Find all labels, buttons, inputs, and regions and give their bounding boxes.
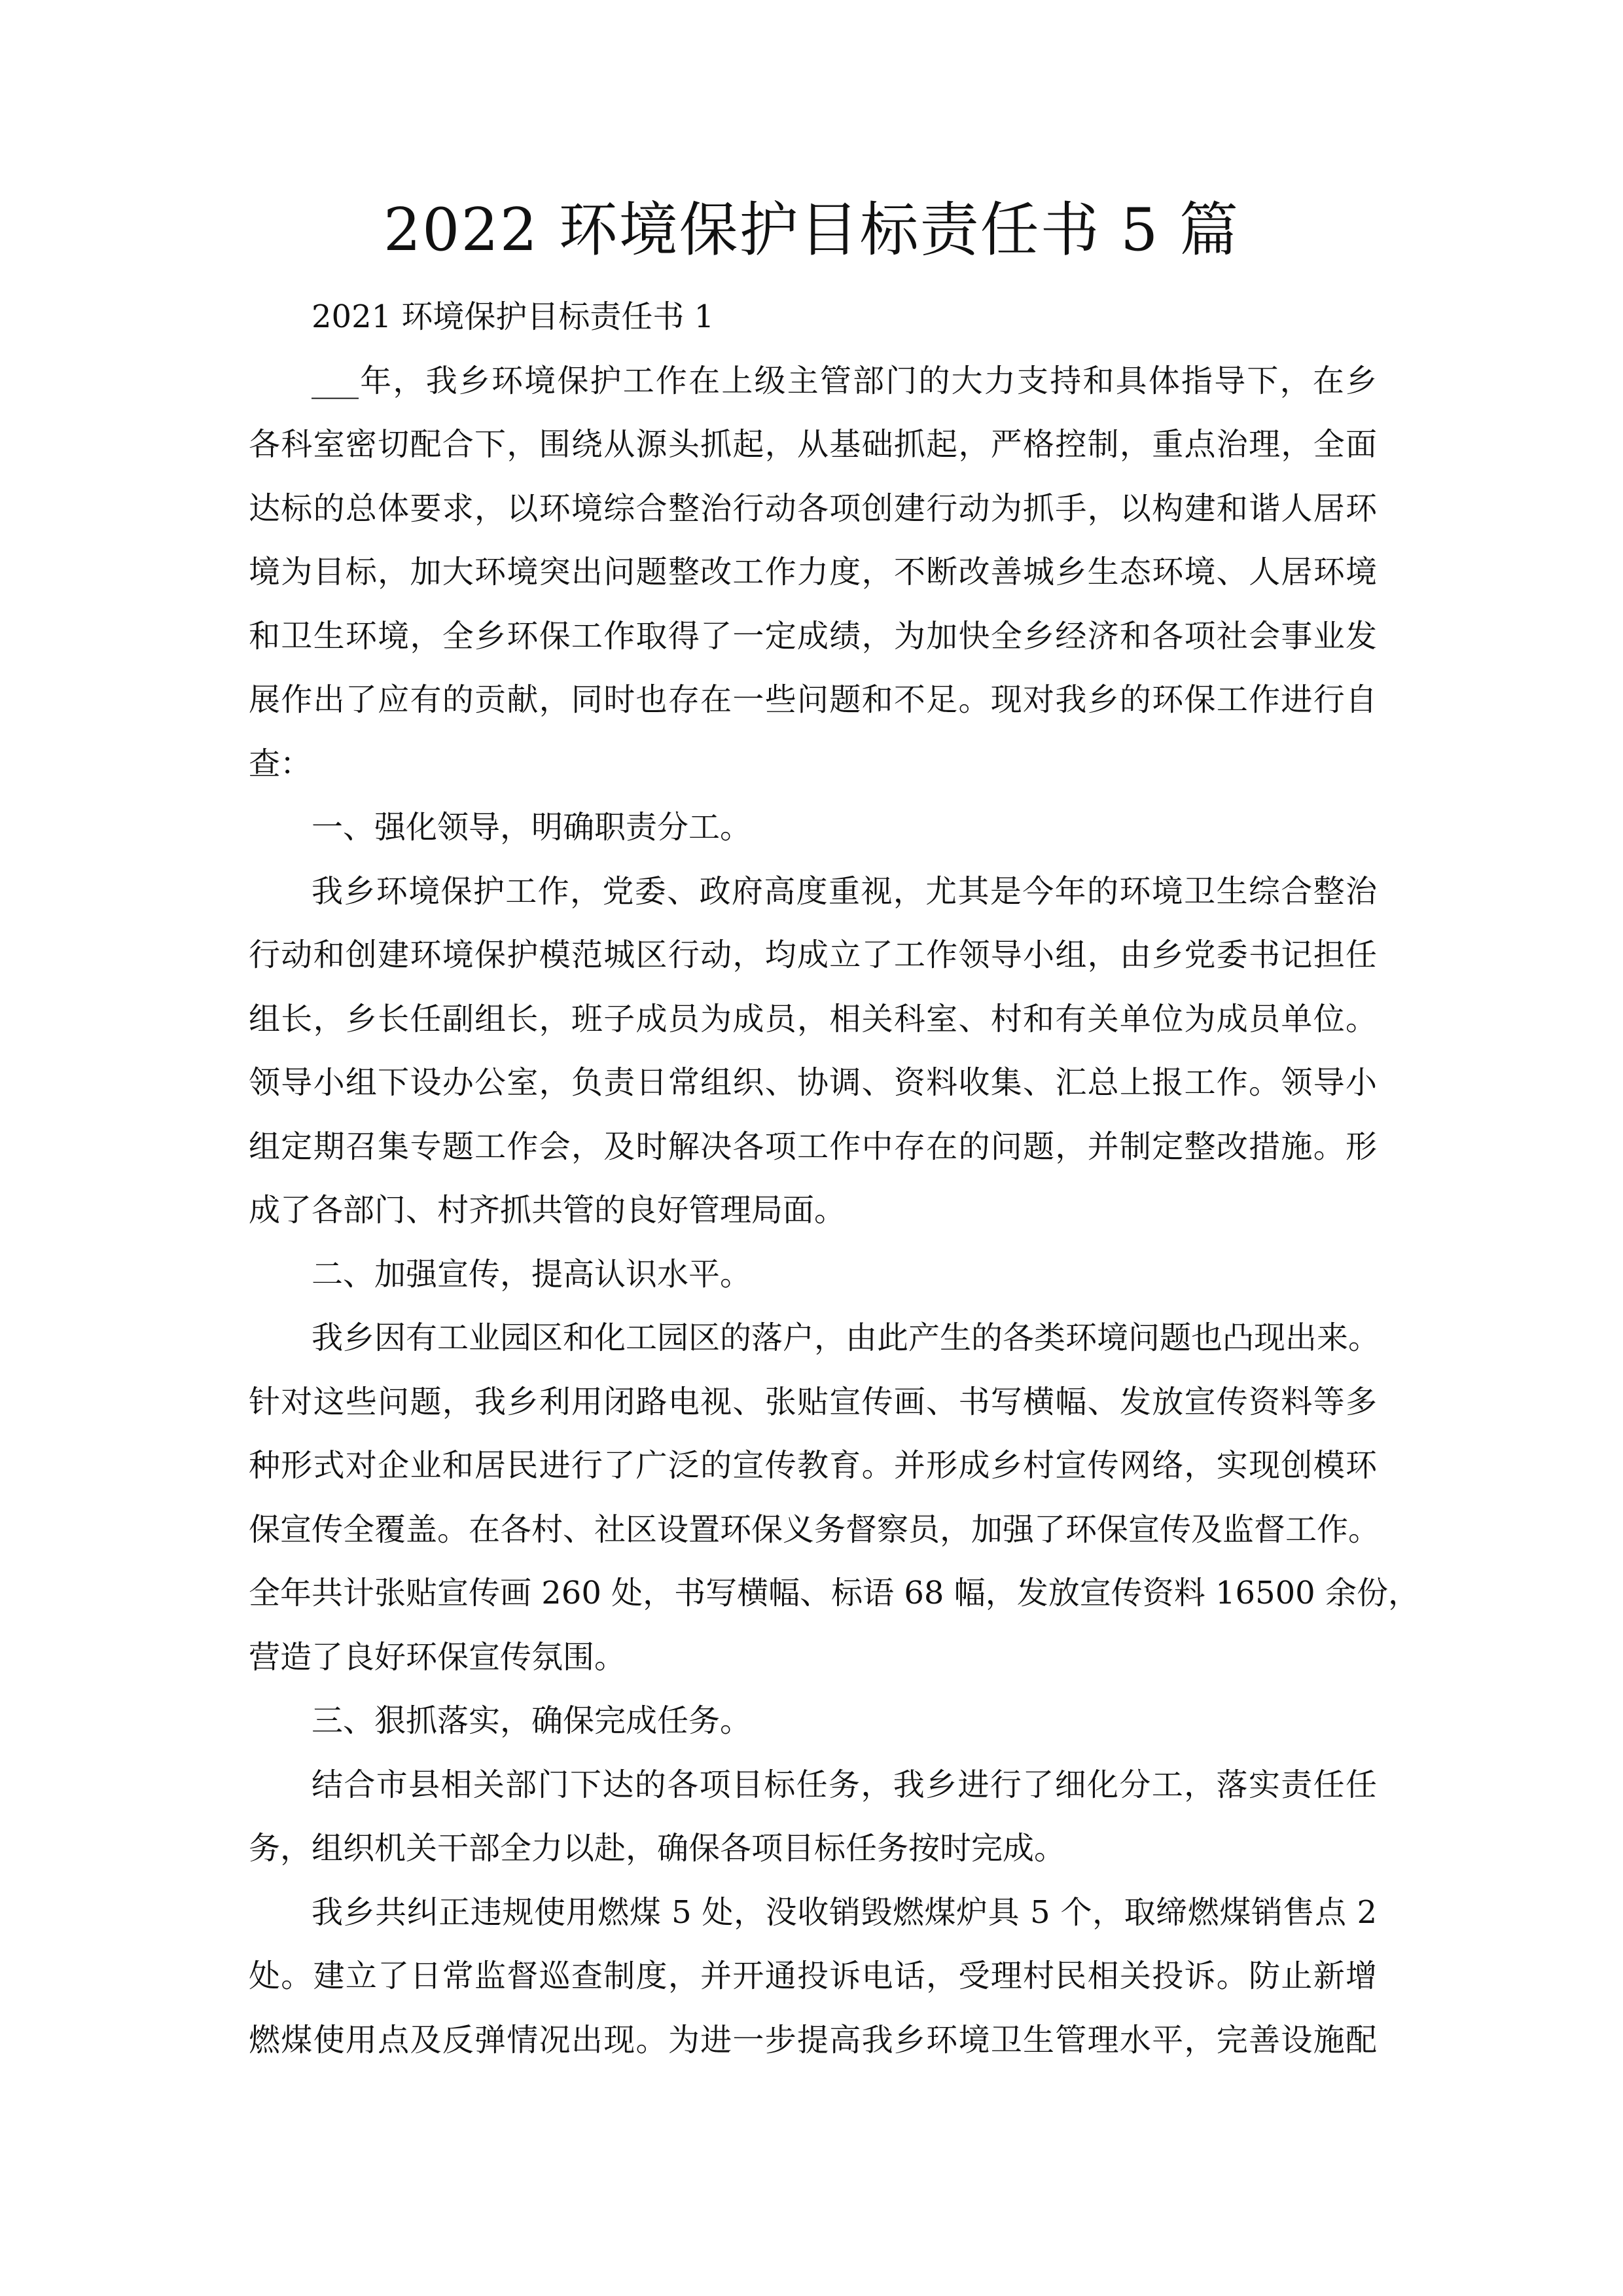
text-line: 展作出了应有的贡献，同时也存在一些问题和不足。现对我乡的环保工作进行自 <box>249 681 1377 718</box>
text-line: 领导小组下设办公室，负责日常组织、协调、资料收集、汇总上报工作。领导小 <box>249 1064 1377 1101</box>
text-line: 我乡共纠正违规使用燃煤 5 处，没收销毁燃煤炉具 5 个，取缔燃煤销售点 2 <box>312 1893 1377 1931</box>
text-line: 二、加强宣传，提高认识水平。 <box>312 1255 752 1293</box>
text-line: 保宣传全覆盖。在各村、社区设置环保义务督察员，加强了环保宣传及监督工作。 <box>249 1511 1380 1548</box>
text-line: 全年共计张贴宣传画 260 处，书写横幅、标语 68 幅，发放宣传资料 16500 余份， <box>249 1575 1419 1611</box>
text-line: 一、强化领导，明确职责分工。 <box>312 809 752 846</box>
text-line: 查： <box>249 745 312 782</box>
text-line: 我乡环境保护工作，党委、政府高度重视，尤其是今年的环境卫生综合整治 <box>312 872 1377 910</box>
text-line: 境为目标，加大环境突出问题整改工作力度，不断改善城乡生态环境、人居环境 <box>249 554 1377 590</box>
text-line: 行动和创建环境保护模范城区行动，均成立了工作领导小组，由乡党委书记担任 <box>249 937 1377 973</box>
text-line: 组定期召集专题工作会，及时解决各项工作中存在的问题，并制定整改措施。形 <box>249 1128 1377 1165</box>
text-line: 针对这些问题，我乡利用闭路电视、张贴宣传画、书写横幅、发放宣传资料等多 <box>249 1383 1377 1420</box>
text-line: ___年，我乡环境保护工作在上级主管部门的大力支持和具体指导下，在乡 <box>312 362 1377 399</box>
text-line: 成了各部门、村齐抓共管的良好管理局面。 <box>249 1192 846 1229</box>
text-line: 和卫生环境，全乡环保工作取得了一定成绩，为加快全乡经济和各项社会事业发 <box>249 617 1377 655</box>
text-line: 2021 环境保护目标责任书 1 <box>312 298 715 335</box>
text-line: 种形式对企业和居民进行了广泛的宣传教育。并形成乡村宣传网络，实现创模环 <box>249 1447 1377 1484</box>
text-line: 营造了良好环保宣传氛围。 <box>249 1638 626 1676</box>
text-line: 结合市县相关部门下达的各项目标任务，我乡进行了细化分工，落实责任任 <box>312 1766 1377 1803</box>
document-title: 2022 环境保护目标责任书 5 篇 <box>383 196 1240 264</box>
text-line: 各科室密切配合下，围绕从源头抓起，从基础抓起，严格控制，重点治理，全面 <box>249 426 1377 463</box>
text-line: 三、狠抓落实，确保完成任务。 <box>312 1702 752 1739</box>
text-line: 我乡因有工业园区和化工园区的落户，由此产生的各类环境问题也凸现出来。 <box>312 1319 1380 1356</box>
text-line: 组长，乡长任副组长，班子成员为成员，相关科室、村和有关单位为成员单位。 <box>249 1000 1377 1037</box>
text-line: 燃煤使用点及反弹情况出现。为进一步提高我乡环境卫生管理水平，完善设施配 <box>249 2021 1377 2058</box>
text-line: 务，组织机关干部全力以赴，确保各项目标任务按时完成。 <box>249 1830 1066 1867</box>
document-body <box>249 285 1419 2072</box>
text-line: 达标的总体要求，以环境综合整治行动各项创建行动为抓手，以构建和谐人居环 <box>249 490 1377 527</box>
text-line: 处。建立了日常监督巡查制度，并开通投诉电话，受理村民相关投诉。防止新增 <box>249 1958 1377 1994</box>
